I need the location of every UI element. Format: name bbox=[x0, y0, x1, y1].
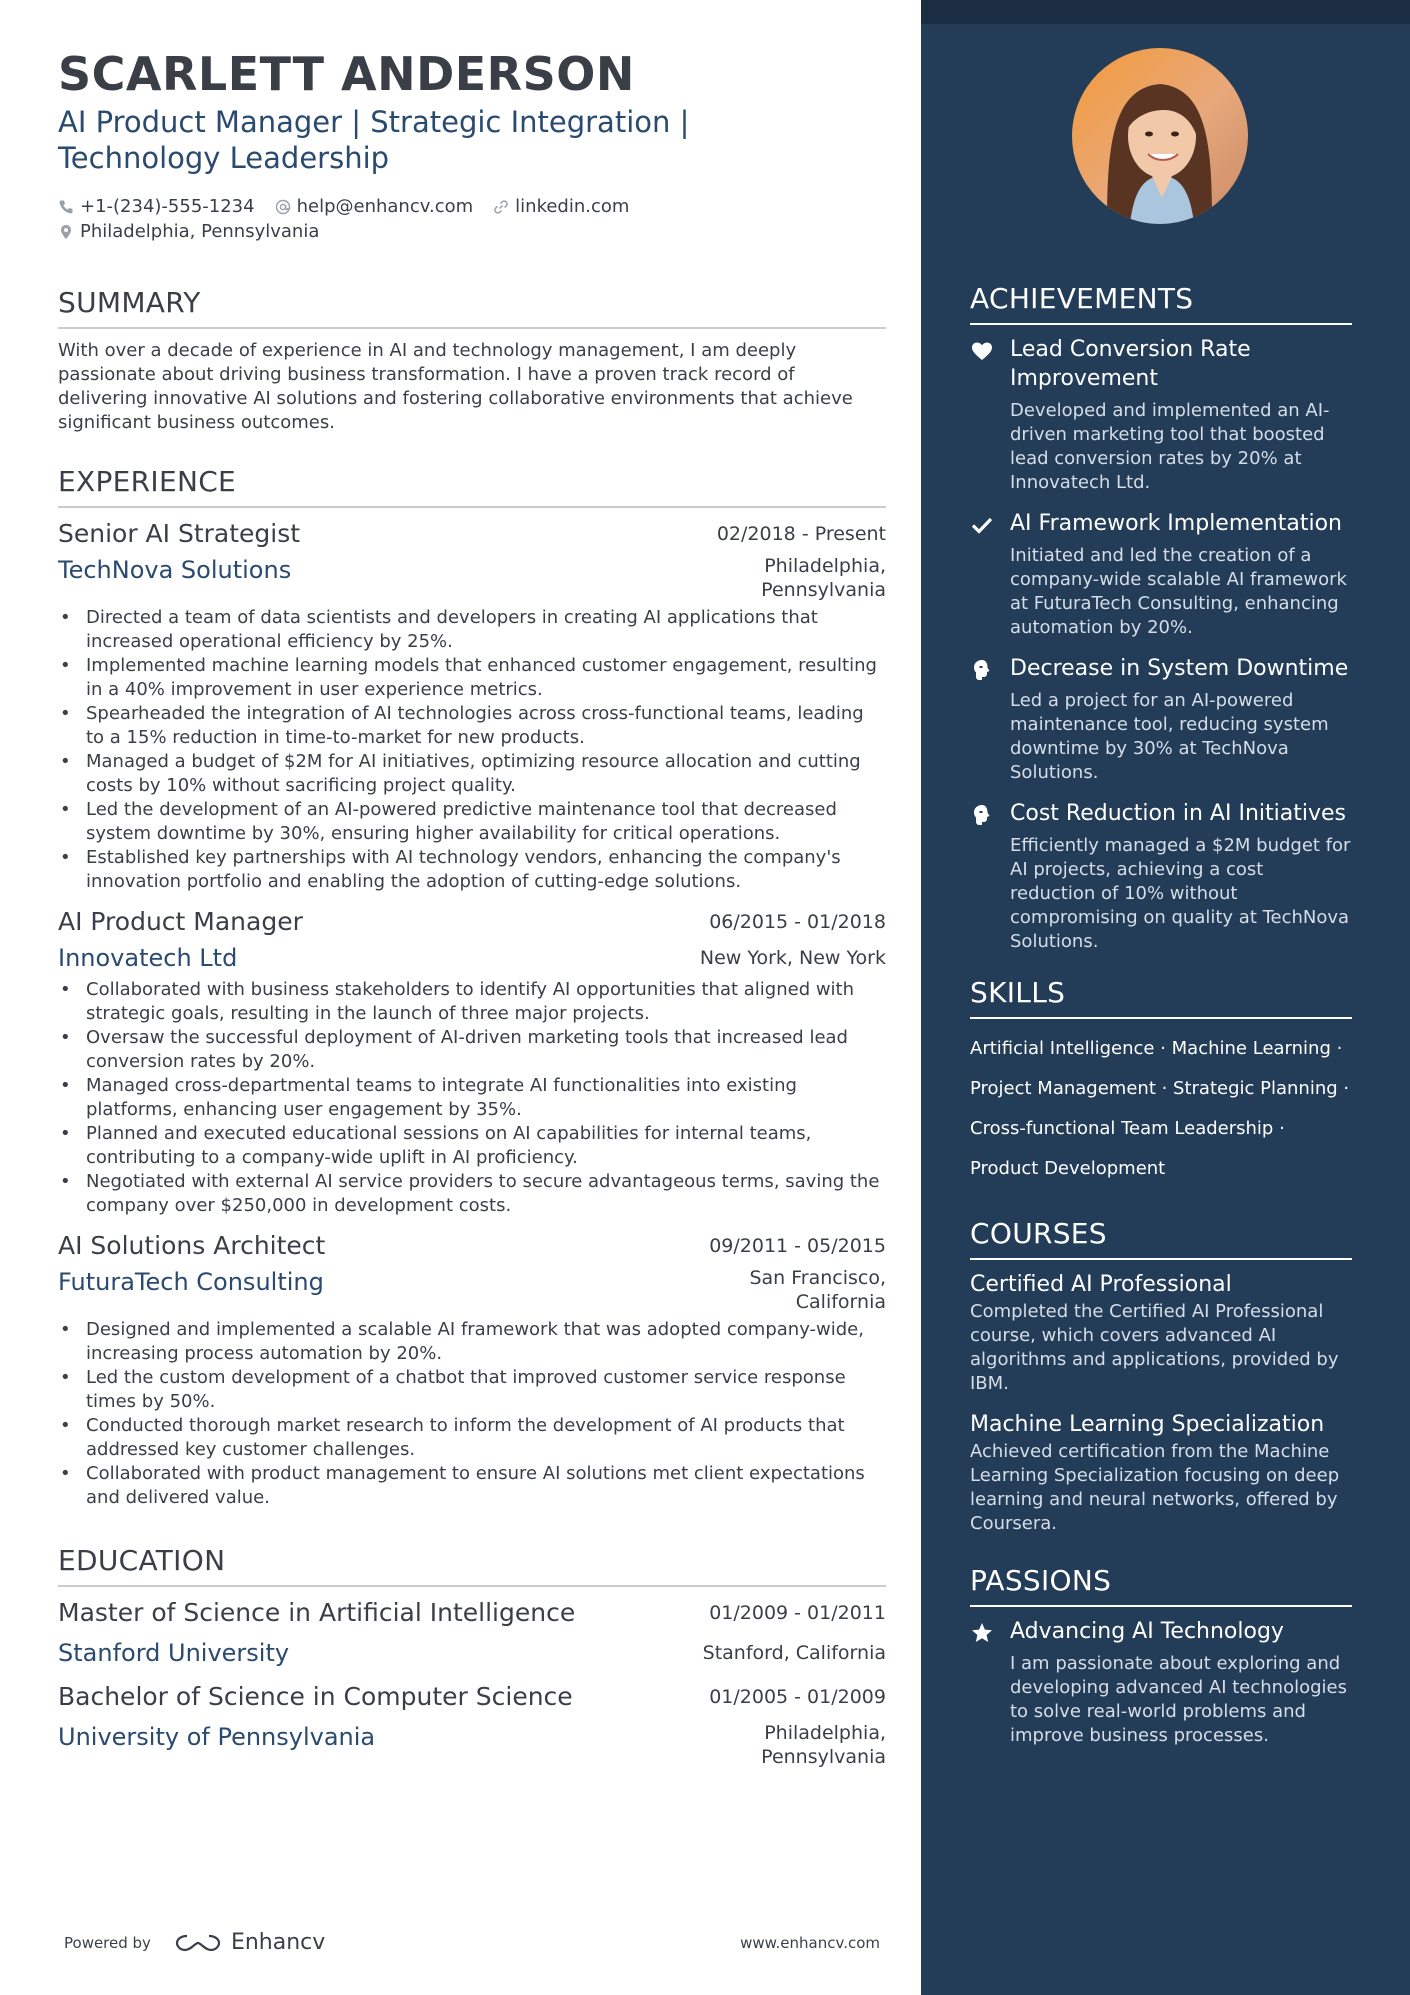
summary-text: With over a decade of experience in AI and technology management, I am deeply passionate about driving business transformation. I have a proven track record of delivering innovative AI solutions and fostering collaborative environments that achieve significant business outcomes. bbox=[58, 340, 853, 433]
edu-location bbox=[761, 1721, 886, 1769]
job-role: AI Solutions Architect bbox=[58, 1231, 326, 1260]
summary-heading: SUMMARY bbox=[58, 286, 886, 329]
achievements-heading: ACHIEVEMENTS bbox=[970, 282, 1352, 325]
summary-section bbox=[58, 286, 886, 435]
candidate-name: SCARLETT ANDERSON bbox=[58, 47, 635, 101]
bullet-item: • Collaborated with business stakeholders to identify AI opportunities that aligned with strategic goals, resulting in the launch of three major projects. bbox=[58, 978, 886, 1026]
experience-heading: EXPERIENCE bbox=[58, 465, 886, 508]
bullet-item: • Managed cross-departmental teams to integrate AI functionalities into existing platforms, enhancing user engagement by 35%. bbox=[58, 1074, 886, 1122]
courses-section bbox=[970, 1217, 1352, 1536]
skills-list bbox=[970, 1029, 1352, 1189]
achievement-desc: Led a project for an AI-powered maintenance tool, reducing system downtime by 30% at TechNova Solutions. bbox=[1010, 690, 1329, 783]
heart-icon bbox=[970, 339, 994, 363]
contact-email[interactable] bbox=[275, 194, 474, 219]
course-desc: Achieved certification from the Machine Learning Specialization focusing on deep learning and neural networks, offered by Coursera. bbox=[970, 1441, 1340, 1534]
job-company: TechNova Solutions bbox=[58, 556, 292, 584]
bullet-item: • Spearheaded the integration of AI technologies across cross-functional teams, leading to a 15% reduction in time-to-market for new products. bbox=[58, 702, 886, 750]
email-text: help@enhancv.com bbox=[296, 196, 474, 217]
job-dates: 06/2015 - 01/2018 bbox=[709, 911, 886, 933]
achievement-desc: Efficiently managed a $2M budget for AI projects, achieving a cost reduction of 10% without compromising on quality at TechNova Solutions. bbox=[1010, 835, 1351, 952]
sidebar bbox=[921, 0, 1410, 1995]
edu-school: Stanford University bbox=[58, 1639, 290, 1667]
course-title: Machine Learning Specialization bbox=[970, 1412, 1325, 1437]
bullet-item: • Directed a team of data scientists and developers in creating AI applications that increased operational efficiency by 25%. bbox=[58, 606, 886, 654]
bullet-item: • Implemented machine learning models that enhanced customer engagement, resulting in a 40% improvement in user experience metrics. bbox=[58, 654, 886, 702]
skills-line: Product Development bbox=[970, 1158, 1166, 1179]
skills-line: Artificial Intelligence · Machine Learning · bbox=[970, 1038, 1343, 1059]
bullet-item: • Established key partnerships with AI technology vendors, enhancing the company's innovation portfolio and enabling the adoption of cutting-edge solutions. bbox=[58, 846, 886, 894]
job-bullets bbox=[58, 1318, 886, 1510]
course-item bbox=[970, 1410, 1352, 1536]
job-role: Senior AI Strategist bbox=[58, 519, 301, 548]
job-entry bbox=[58, 518, 886, 894]
bullet-item: • Oversaw the successful deployment of AI-driven marketing tools that increased lead conversion rates by 20%. bbox=[58, 1026, 886, 1074]
bullet-item: • Conducted thorough market research to inform the development of AI products that addressed key customer challenges. bbox=[58, 1414, 886, 1462]
passion-desc: I am passionate about exploring and developing advanced AI technologies to solve real-world problems and improve business processes. bbox=[1010, 1653, 1347, 1746]
edu-school: University of Pennsylvania bbox=[58, 1723, 376, 1751]
website-link[interactable]: www.enhancv.com bbox=[740, 1933, 880, 1952]
edu-location-line: Pennsylvania bbox=[761, 1746, 886, 1768]
contact-info bbox=[58, 194, 886, 244]
achievements-section bbox=[970, 282, 1352, 954]
job-company: FuturaTech Consulting bbox=[58, 1268, 324, 1296]
footer bbox=[64, 1930, 880, 1955]
achievement-item bbox=[970, 654, 1352, 785]
bullet-item: • Negotiated with external AI service providers to secure advantageous terms, saving the company over $250,000 in development costs. bbox=[58, 1170, 886, 1218]
brain-icon bbox=[970, 658, 994, 682]
bullet-item: • Planned and executed educational sessions on AI capabilities for internal teams, contributing to a company-wide uplift in AI proficiency. bbox=[58, 1122, 886, 1170]
education-section bbox=[58, 1544, 886, 1769]
job-entry bbox=[58, 1230, 886, 1510]
job-location: New York, New York bbox=[699, 947, 886, 969]
experience-section bbox=[58, 465, 886, 1510]
star-icon bbox=[970, 1621, 994, 1645]
job-dates: 09/2011 - 05/2015 bbox=[709, 1235, 886, 1257]
achievement-title: Cost Reduction in AI Initiatives bbox=[1010, 801, 1346, 826]
avatar-portrait bbox=[1072, 48, 1248, 224]
linkedin-text: linkedin.com bbox=[515, 196, 630, 217]
course-item bbox=[970, 1270, 1352, 1396]
location-text: Philadelphia, Pennsylvania bbox=[80, 221, 320, 242]
job-company: Innovatech Ltd bbox=[58, 944, 238, 972]
skills-line: Cross-functional Team Leadership · bbox=[970, 1118, 1285, 1139]
achievement-title: Lead Conversion Rate Improvement bbox=[1010, 337, 1251, 391]
passion-item bbox=[970, 1617, 1352, 1748]
powered-by bbox=[64, 1930, 325, 1955]
education-entry bbox=[58, 1597, 886, 1669]
brain-icon bbox=[970, 803, 994, 827]
bullet-item: • Led the development of an AI-powered predictive maintenance tool that decreased system downtime by 30%, ensuring higher availability for critical operations. bbox=[58, 798, 886, 846]
job-dates: 02/2018 - Present bbox=[716, 523, 886, 545]
job-location-line: California bbox=[795, 1291, 886, 1313]
sidebar-topbar bbox=[921, 0, 1410, 24]
location-pin-icon bbox=[58, 224, 74, 240]
course-title: Certified AI Professional bbox=[970, 1272, 1232, 1297]
job-location bbox=[761, 554, 886, 602]
contact-linkedin[interactable] bbox=[493, 194, 629, 219]
job-entry bbox=[58, 906, 886, 1218]
education-heading: EDUCATION bbox=[58, 1544, 886, 1587]
achievement-item bbox=[970, 799, 1352, 954]
bullet-item: • Collaborated with product management to ensure AI solutions met client expectations and delivered value. bbox=[58, 1462, 886, 1510]
phone-text: +1-(234)-555-1234 bbox=[80, 196, 255, 217]
achievement-title: AI Framework Implementation bbox=[1010, 511, 1342, 536]
achievement-title: Decrease in System Downtime bbox=[1010, 656, 1349, 681]
avatar bbox=[1072, 48, 1248, 224]
course-desc: Completed the Certified AI Professional course, which covers advanced AI algorithms and applications, provided by IBM. bbox=[970, 1301, 1339, 1394]
enhancv-logo-icon bbox=[175, 1932, 221, 1954]
edu-dates: 01/2005 - 01/2009 bbox=[709, 1686, 886, 1708]
link-icon bbox=[493, 199, 509, 215]
job-role: AI Product Manager bbox=[58, 907, 303, 936]
bullet-item: • Managed a budget of $2M for AI initiatives, optimizing resource allocation and cutting costs by 10% without sacrificing project quality. bbox=[58, 750, 886, 798]
achievement-item bbox=[970, 335, 1352, 495]
contact-location bbox=[58, 219, 319, 244]
skills-heading: SKILLS bbox=[970, 976, 1352, 1019]
main-column bbox=[58, 48, 886, 1769]
job-location-line: Pennsylvania bbox=[761, 579, 886, 601]
achievement-desc: Developed and implemented an AI-driven marketing tool that boosted lead conversion rates by 20% at Innovatech Ltd. bbox=[1010, 400, 1330, 493]
edu-location-line: Philadelphia, bbox=[764, 1722, 886, 1744]
enhancv-brand-text: Enhancv bbox=[230, 1930, 326, 1955]
job-bullets bbox=[58, 978, 886, 1218]
achievement-item bbox=[970, 509, 1352, 640]
edu-dates: 01/2009 - 01/2011 bbox=[709, 1602, 886, 1624]
bullet-item: • Designed and implemented a scalable AI framework that was adopted company-wide, increasing process automation by 20%. bbox=[58, 1318, 886, 1366]
at-icon bbox=[275, 199, 291, 215]
job-location bbox=[749, 1266, 886, 1314]
edu-location: Stanford, California bbox=[702, 1642, 886, 1664]
candidate-title: AI Product Manager | Strategic Integration | Technology Leadership bbox=[58, 105, 690, 175]
achievement-desc: Initiated and led the creation of a company-wide scalable AI framework at FuturaTech Consulting, enhancing automation by 20%. bbox=[1010, 545, 1347, 638]
job-bullets bbox=[58, 606, 886, 894]
sidebar-content bbox=[970, 282, 1352, 1762]
job-location-line: Philadelphia, bbox=[764, 555, 886, 577]
phone-icon bbox=[58, 199, 74, 215]
contact-phone[interactable] bbox=[58, 194, 255, 219]
education-entry bbox=[58, 1681, 886, 1769]
passion-title: Advancing AI Technology bbox=[1010, 1619, 1284, 1644]
powered-by-label: Powered by bbox=[64, 1933, 151, 1952]
edu-degree: Master of Science in Artificial Intelligence bbox=[58, 1598, 576, 1627]
edu-degree: Bachelor of Science in Computer Science bbox=[58, 1682, 573, 1711]
bullet-item: • Led the custom development of a chatbot that improved customer service response times by 50%. bbox=[58, 1366, 886, 1414]
checkmark-icon bbox=[970, 513, 994, 537]
skills-line: Project Management · Strategic Planning · bbox=[970, 1078, 1350, 1099]
skills-section bbox=[970, 976, 1352, 1189]
passions-heading: PASSIONS bbox=[970, 1564, 1352, 1607]
courses-heading: COURSES bbox=[970, 1217, 1352, 1260]
job-location-line: San Francisco, bbox=[749, 1267, 886, 1289]
enhancv-logo[interactable] bbox=[175, 1930, 325, 1955]
passions-section bbox=[970, 1564, 1352, 1748]
